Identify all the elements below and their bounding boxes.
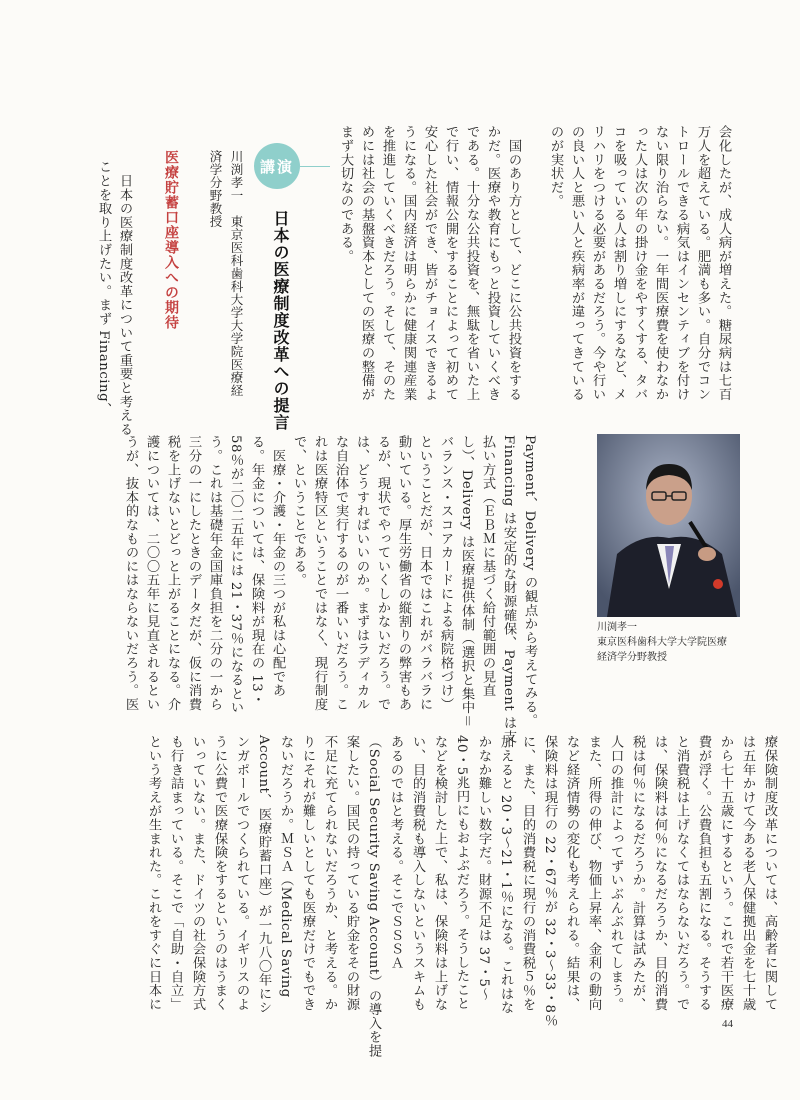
body-line: う。これは基礎年金国庫負担を二分の一から [207,435,222,711]
badge-rule [300,166,330,167]
body-line: まず大切なのである。 [338,125,353,263]
body-line: いっていない。また、ドイツの社会保険方式 [190,735,205,1011]
lecture-badge-label: 講演 [259,157,294,176]
body-line: 護については、二〇〇五年に見直されるとい [144,435,159,711]
body-line: うに公費で医療保険をするというのはうまく [212,735,227,1011]
body-line: 加えると 20・3～21・1％になる。これはな [498,735,513,1015]
body-line: から七十五歳にするという。これで若干医療 [718,735,733,1011]
body-line: うが、抜本的なものにはならないだろう。医 [123,435,138,711]
body-line: 58％が二〇二五年には 21・37％になるとい [228,435,243,715]
body-line: は、どうすればいいのか。まずはラディカル [354,435,369,711]
lecture-title: 日本の医療制度改革への提言 [271,210,290,431]
body-line: は、保険料は何％になるだろうか、目的消費 [652,735,667,1011]
body-line: 税を上げないとどっと上がることになる。介 [165,435,180,711]
section-subheading: 医療貯蓄口座導入への期待 [163,150,179,330]
body-line: （Social Security Saving Account）の導入を提 [366,735,381,1058]
body-line: 税は何％になるだろうか。計算は試みたが、 [630,735,645,1011]
body-line: の良い人と悪い人と疾病率が違ってきている [569,125,584,401]
body-line: トロールできる病気はインセンティブを付け [674,125,689,401]
body-line: 三分の一にしたときのデータだが、仮に消費 [186,435,201,711]
body-line: あるのではと考える。そこでＳＳＳＡ [388,735,403,970]
speaker-photo-image [597,434,740,617]
caption-affiliation: 東京医科歯科大学大学院医療 [597,637,727,648]
body-line: ンガポールでつくられている。イギリスのよ [234,735,249,1011]
body-line: コを吸っている人は割り増しにするなど、メ [611,125,626,401]
body-line: 不足に充てられないだろうか、と考える。か [322,735,337,1011]
body-line: のが実状だ。 [548,125,563,208]
body-line: りにそれが難しいとしても医療だけでもでき [300,735,315,1011]
body-line: 療保険制度改革については、高齢者に関して [762,735,777,1011]
body-line: である。十分な公共投資を、無駄を省いた上 [464,125,479,401]
body-line: Account、医療貯蓄口座）が一九八〇年にシ [256,735,271,1015]
body-line: し）、Delivery は医療提供体制（選択と集中＝ [459,435,474,728]
body-line: ない限り治らない。一年間医療費を使わなか [653,125,668,401]
body-line: ことを取り上げたい。まず Financing、 [96,160,111,416]
body-line: ということだが、日本ではこれがバラバラに [417,435,432,711]
body-line: 医療・介護・年金の三つが私は心配であ [270,435,285,698]
body-line: ないだろうか。ＭＳＡ（Medical Saving [278,735,293,998]
body-line: めには社会の基盤資本としての医療の整備が [359,125,374,401]
body-line: かなか難しい数字だ。財源不足は 37・5～ [476,735,491,1002]
body-line: 案したい。国民の持っている貯金をその財源 [344,735,359,1011]
body-line: 日本の医療制度改革について重要と考える [117,160,132,436]
body-line: る。年金については、保険料が現在の 13・ [249,435,264,707]
body-line: など経済情勢の変化も考えられる。結果は、 [564,735,579,1011]
body-line: 保険料は現行の 22・67％が 32・3～33・8％ [542,735,557,1028]
body-line: バランス・スコアカードによる病院格づけ） [438,435,453,711]
lecture-badge [254,143,300,189]
body-line: リハリをつける必要があるだろう。今や行い [590,125,605,401]
body-line: 40・5兆円にもおよぶだろう。そうしたこと [454,735,469,1011]
body-line: という考えが生まれた。これをすぐに日本に [146,735,161,1011]
caption-name: 川渕孝一 [597,622,637,633]
caption-title: 経済学分野教授 [597,652,667,663]
body-line: な自治体で実行するのが一番いいだろう。こ [333,435,348,711]
body-line: 万人を超えている。肥満も多い。自分でコン [695,125,710,401]
author-line: 川渕孝一 東京医科歯科大学大学院医療経 [229,150,244,397]
body-line: で行い、情報公開をすることによって初めて [443,125,458,401]
page-number: 44 [722,1018,733,1030]
body-line: うになる。国内経済は明らかに健康関連産業 [401,125,416,401]
body-line: 払い方式（ＥＢＭに基づく給付範囲の見直 [480,435,495,698]
body-line: った人は次の年の掛け金をやすくする、タバ [632,125,647,401]
body-line: で、ということである。 [291,435,306,587]
body-line: い、目的消費税も導入しないというスキムも [410,735,425,1011]
body-line: 会化したが、成人病が増えた。糖尿病は七百 [716,125,731,401]
body-line: を推進していくべきだろう。そして、そのた [380,125,395,401]
body-line: Financing は安定的な財源確保、Payment は支 [501,435,516,744]
body-line: れは医療特区ということではなく、現行制度 [312,435,327,711]
body-line: また、所得の伸び、物価上昇率、金利の動向 [586,735,601,1011]
body-line: 国のあり方として、どこに公共投資をする [506,125,521,401]
body-line: と消費税は上げなくてはならないだろう。で [674,735,689,1011]
body-line: かだ。医療や教育にもっと投資していくべき [485,125,500,401]
body-line: も行き詰まっている。そこで「自助・自立」 [168,735,183,1011]
speaker-photo [597,434,740,617]
body-line: Payment、Delivery の観点から考えてみる。 [522,435,537,728]
author-affiliation: 済学分野教授 [208,150,223,228]
body-line: などを検討した上で、私は、保険料は上げな [432,735,447,1011]
body-line: 動いている。厚生労働省の縦割りの弊害もあ [396,435,411,711]
photo-caption [597,620,757,665]
body-line: るが、現状でやっていくしかないだろう。で [375,435,390,711]
body-line: は五年かけて今ある老人保健拠出金を七十歳 [740,735,755,1011]
body-line: に、また、目的消費税に現行の消費税５％を [520,735,535,1011]
body-line: 費が浮く。公費負担も五割になる。そうする [696,735,711,1011]
body-line: 人口の推計によってずいぶんぶれてしまう。 [608,735,623,1011]
body-line: 安心した社会ができ、皆がチョイスできるよ [422,125,437,401]
